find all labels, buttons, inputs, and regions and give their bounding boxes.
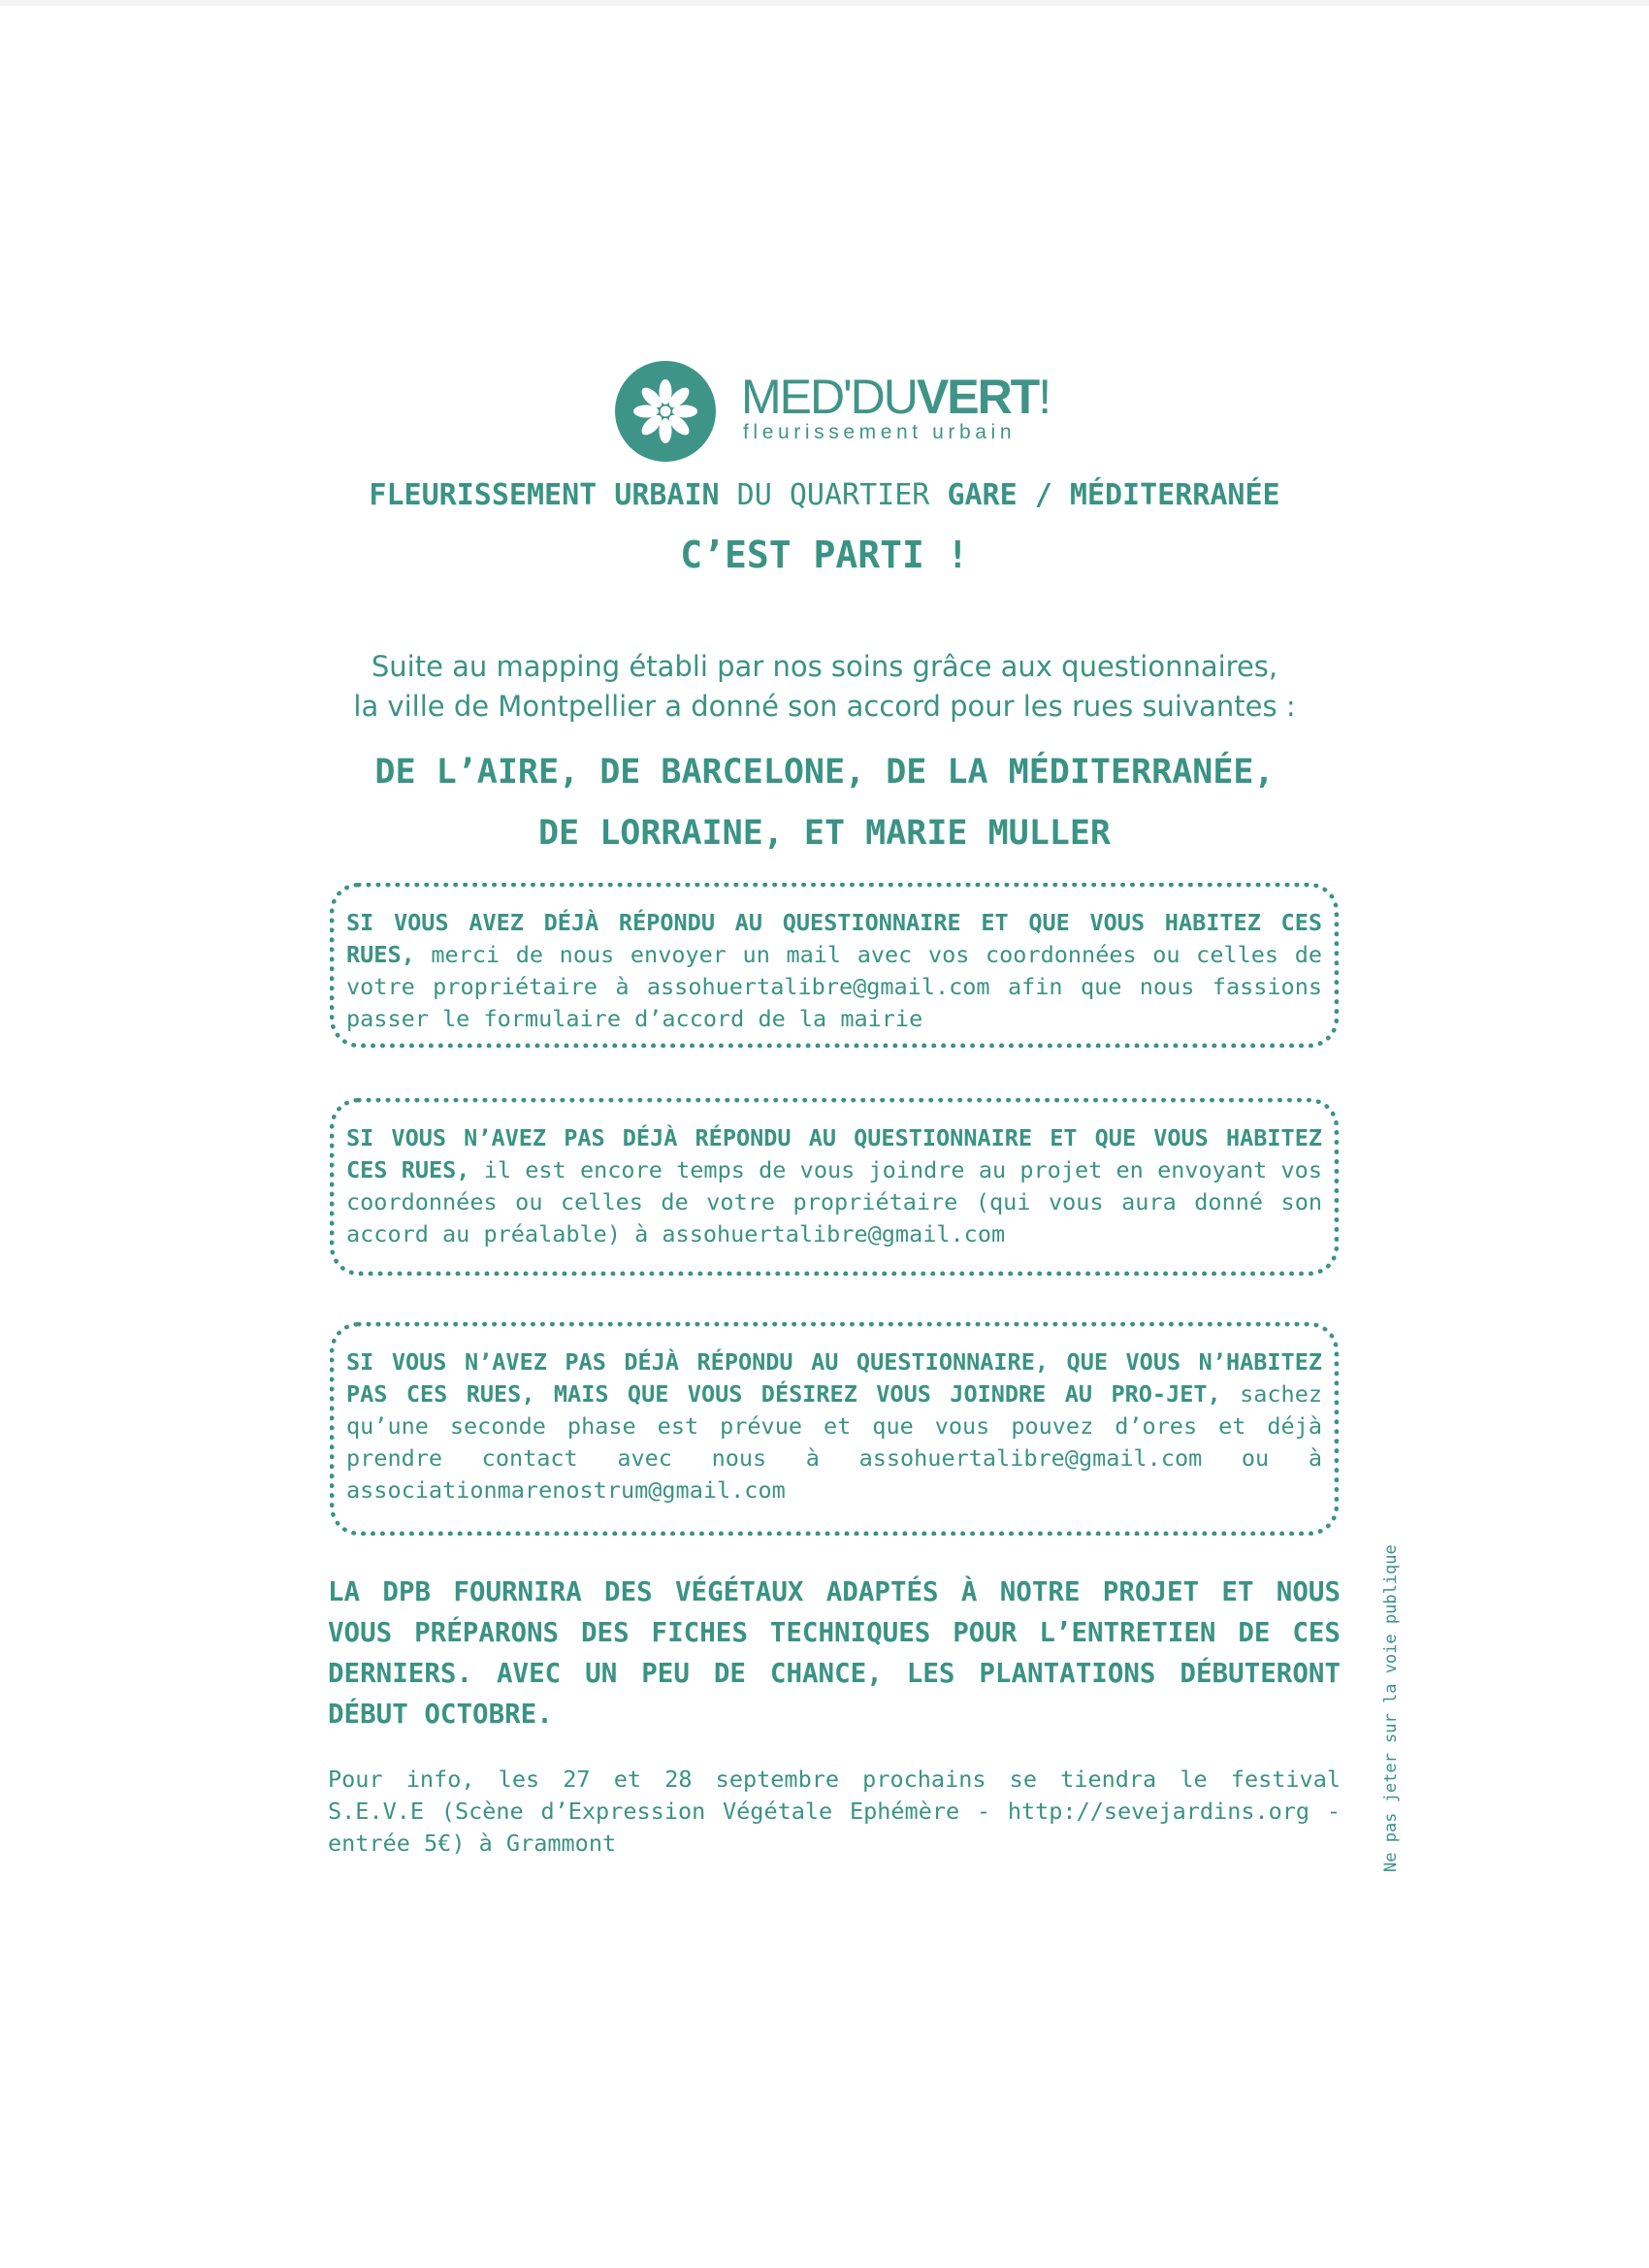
logo (615, 361, 1061, 458)
box1-bold: SI VOUS AVEZ DÉJÀ RÉPONDU AU QUESTIONNAIRE ET QUE VOUS HABITEZ CES RUES, (346, 909, 1322, 968)
intro-line-1: Suite au mapping établi par nos soins grâce aux questionnaires, (371, 650, 1278, 683)
headline-part3: GARE / MÉDITERRANÉE (947, 478, 1280, 512)
box2-bold: SI VOUS N’AVEZ PAS DÉJÀ RÉPONDU AU QUESTIONNAIRE ET QUE VOUS HABITEZ CES RUES, (346, 1124, 1322, 1183)
logo-word-bold: VERT (916, 370, 1039, 424)
info-box-already-answered (330, 883, 1339, 1048)
headline-part2: DU QUARTIER (719, 478, 948, 512)
dpb-announcement: LA DPB FOURNIRA DES VÉGÉTAUX ADAPTÉS À NOTRE PROJET ET NOUS VOUS PRÉPARONS DES FICHES TECHNIQUES POUR L’ENTRETIEN DE CES DERNIERS. AVEC UN PEU DE CHANCE, LES PLANTATIONS DÉBUTERONT DÉBUT OCTOBRE. (328, 1576, 1341, 1730)
intro-text (0, 647, 1649, 727)
streets-line-2: DE LORRAINE, ET MARIE MULLER (537, 814, 1111, 853)
logo-word-end: ! (1038, 370, 1051, 424)
box3-bold: SI VOUS N’AVEZ PAS DÉJÀ RÉPONDU AU QUESTIONNAIRE, QUE VOUS N’HABITEZ PAS CES RUES, MAIS QUE VOUS DÉSIREZ VOUS JOINDRE AU PRO-JET, (346, 1348, 1322, 1408)
box1-text: merci de nous envoyer un mail avec vos coordonnées ou celles de votre propriétaire à assohuertalibre@gmail.com afin que nous fassions passer le formulaire d’accord de la mairie (346, 941, 1322, 1032)
box2-text: il est encore temps de vous joindre au projet en envoyant vos coordonnées ou celles de votre propriétaire (qui vous aura donné son accord au préalable) à assohuertalibre@gmail.com (346, 1156, 1322, 1247)
box3-text: sachez qu’une seconde phase est prévue et que vous pouvez d’ores et déjà prendre contact avec nous à assohuertalibre@gmail.com ou à associationmarenostrum@gmail.com (346, 1380, 1322, 1504)
headline-part1: FLEURISSEMENT URBAIN (369, 478, 720, 512)
info-box-other-streets (330, 1322, 1339, 1536)
headline-subtitle: C’EST PARTI ! (680, 534, 969, 576)
streets-list (0, 742, 1649, 864)
info-box-not-answered (330, 1098, 1339, 1276)
side-note: Ne pas jeter sur la voie publique (1381, 1544, 1401, 1872)
logo-word-light: MED'DU (741, 370, 917, 424)
streets-line-1: DE L’AIRE, DE BARCELONE, DE LA MÉDITERRANÉE, (374, 753, 1275, 792)
flower-icon (615, 361, 716, 462)
page-top-edge (0, 0, 1649, 6)
logo-tagline: fleurissement urbain (743, 421, 1017, 443)
festival-info: Pour info, les 27 et 28 septembre prochains se tiendra le festival S.E.V.E (Scène d’Expression Végétale Ephémère - http://sevejardins.org - entrée 5€) à Grammont (328, 1766, 1341, 1857)
intro-line-2: la ville de Montpellier a donné son accord pour les rues suivantes : (353, 690, 1296, 723)
headline-title (0, 478, 1649, 512)
logo-wordmark (741, 370, 1051, 424)
